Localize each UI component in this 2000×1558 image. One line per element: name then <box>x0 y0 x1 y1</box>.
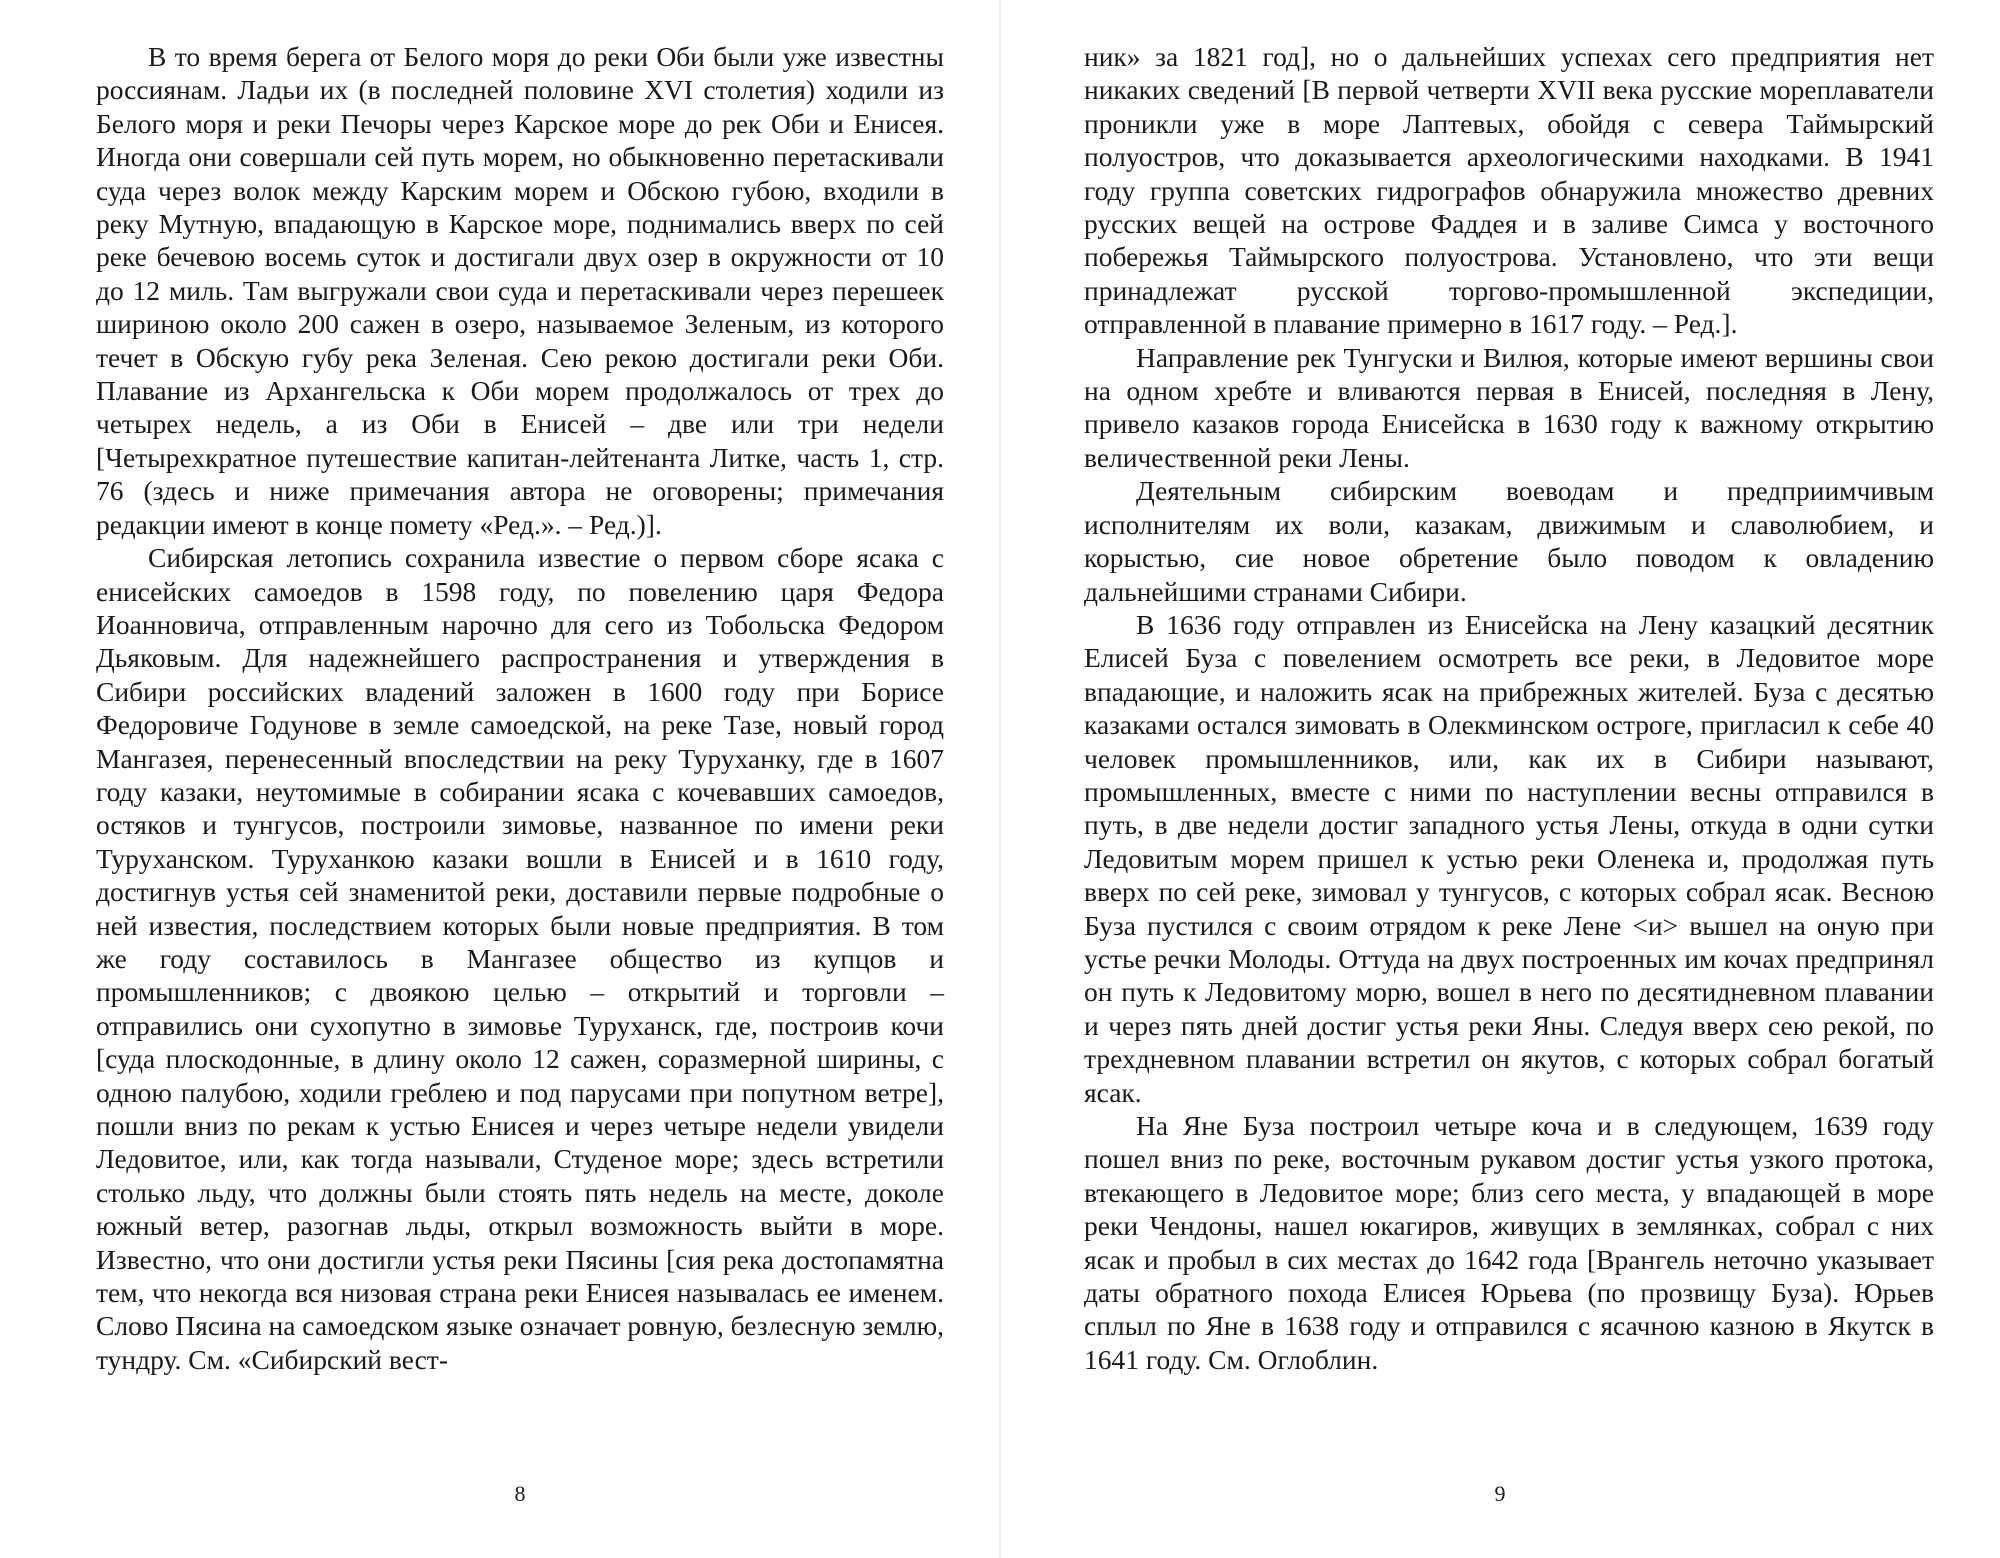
paragraph: В то время берега от Белого моря до реки Оби были уже известны россиянам. Ладьи их (в последней половине XVI столетия) ходили из Белого моря и реки Печоры через Карское море до рек Оби и Енисея. Иногда они совершали сей путь морем, но обыкновенно перетаскивали суда через волок между Карским морем и Обскою губою, входили в реку Мутную, впадающую в Карское море, поднимались вверх по сей реке бечевою восемь суток и достигали двух озер в окружности от 10 до 12 миль. Там выгружали свои суда и перетаскивали через перешеек шириною около 200 сажен в озеро, называемое Зеленым, из которого течет в Обскую губу река Зеленая. Сею рекою достигали реки Оби. Плавание из Архангельска к Оби морем продолжалось от трех до четырех недель, а из Оби в Енисей – две или три недели [Четырехкратное путешествие капитан-лейтенанта Литке, часть 1, стр. 76 (здесь и ниже примечания автора не оговорены; примечания редакции имеют в конце помету «Ред.». – Ред.)]. <box>96 41 944 540</box>
paragraph: ник» за 1821 год], но о дальнейших успехах сего предприятия нет никаких сведений [В первой четверти XVII века русские мореплаватели проникли уже в море Лаптевых, обойдя с севера Таймырский полуостров, что доказывается археологическими находками. В 1941 году группа советских гидрографов обнаружила множество древних русских вещей на острове Фаддея и в заливе Симса у восточного побережья Таймырского полуострова. Установлено, что эти вещи принадлежат русской торгово-промышленной экспедиции, отправленной в плавание примерно в 1617 году. – Ред.]. <box>1084 41 1934 340</box>
paragraph: На Яне Буза построил четыре коча и в следующем, 1639 году пошел вниз по реке, восточным рукавом достиг устья узкого протока, втекающего в Ледовитое море; близ сего места, у впадающей в море реки Чендоны, нашел юкагиров, живущих в землянках, собрал с них ясак и пробыл в сих местах до 1642 года [Врангель неточно указывает даты обратного похода Елисея Юрьева (по прозвищу Буза). Юрьев сплыл по Яне в 1638 году и отправился с ясачною казною в Якутск в 1641 году. См. Оглоблин. <box>1084 1110 1934 1375</box>
paragraph: Деятельным сибирским воеводам и предприимчивым исполнителям их воли, казакам, движимым и славолюбием, и корыстью, сие новое обретение было поводом к овладению дальнейшими странами Сибири. <box>1084 475 1934 607</box>
page-number: 8 <box>514 1481 526 1506</box>
right-page-text <box>1084 40 1934 1376</box>
page-number: 9 <box>1494 1481 1506 1506</box>
paragraph: Сибирская летопись сохранила известие о первом сборе ясака с енисейских самоедов в 1598 году, по повелению царя Федора Иоанновича, отправленным нарочно для сего из Тобольска Федором Дьяковым. Для надежнейшего распространения и утверждения в Сибири российских владений заложен в 1600 году при Борисе Федоровиче Годунове в земле самоедской, на реке Тазе, новый город Мангазея, перенесенный впоследствии на реку Туруханку, где в 1607 году казаки, неутомимые в собирании ясака с кочевавших самоедов, остяков и тунгусов, построили зимовье, названное по имени реки Туруханском. Туруханкою казаки вошли в Енисей и в 1610 году, достигнув устья сей знаменитой реки, доставили первые подробные о ней известия, последствием которых были новые предприятия. В том же году составилось в Мангазее общество из купцов и промышленников; с двоякою целью – открытий и торговли – отправились они сухопутно в зимовье Туруханск, где, построив кочи [суда плоскодонные, в длину около 12 сажен, соразмерной ширины, с одною палубою, ходили греблею и под парусами при попутном ветре], пошли вниз по рекам к устью Енисея и через четыре недели увидели Ледовитое, или, как тогда называли, Студеное море; здесь встретили столько льду, что должны были стоять пять недель на месте, доколе южный ветер, разогнав льды, открыл возможность выйти в море. Известно, что они достигли устья реки Пясины [сия река достопамятна тем, что некогда вся низовая страна реки Енисея называлась ее именем. Слово Пясина на самоедском языке означает ровную, безлесную землю, тундру. См. «Сибирский вест- <box>96 542 944 1375</box>
right-page <box>1000 0 2000 1558</box>
paragraph: Направление рек Тунгуски и Вилюя, которые имеют вершины свои на одном хребте и вливаются первая в Енисей, последняя в Лену, привело казаков города Енисейска в 1630 году к важному открытию величественной реки Лены. <box>1084 341 1934 473</box>
paragraph: В 1636 году отправлен из Енисейска на Лену казацкий десятник Елисей Буза с повелением осмотреть все реки, в Ледовитое море впадающие, и наложить ясак на прибрежных жителей. Буза с десятью казаками остался зимовать в Олекминском остроге, пригласил к себе 40 человек промышленников, или, как их в Сибири называют, промышленных, вместе с ними по наступлении весны отправился в путь, в две недели достиг западного устья Лены, откуда в одни сутки Ледовитым морем пришел к устью реки Оленека и, продолжая путь вверх по сей реке, зимовал у тунгусов, с которых собрал ясак. Весною Буза пустился с своим отрядом к реке Лене <и> вышел на оную при устье речки Молоды. Оттуда на двух построенных им кочах предпринял он путь к Ледовитому морю, вошел в него по десятидневном плавании и через пять дней достиг устья реки Яны. Следуя вверх сею рекой, по трехдневном плавании встретил он якутов, с которых собрал богатый ясак. <box>1084 608 1934 1108</box>
left-page-text <box>96 40 944 1376</box>
